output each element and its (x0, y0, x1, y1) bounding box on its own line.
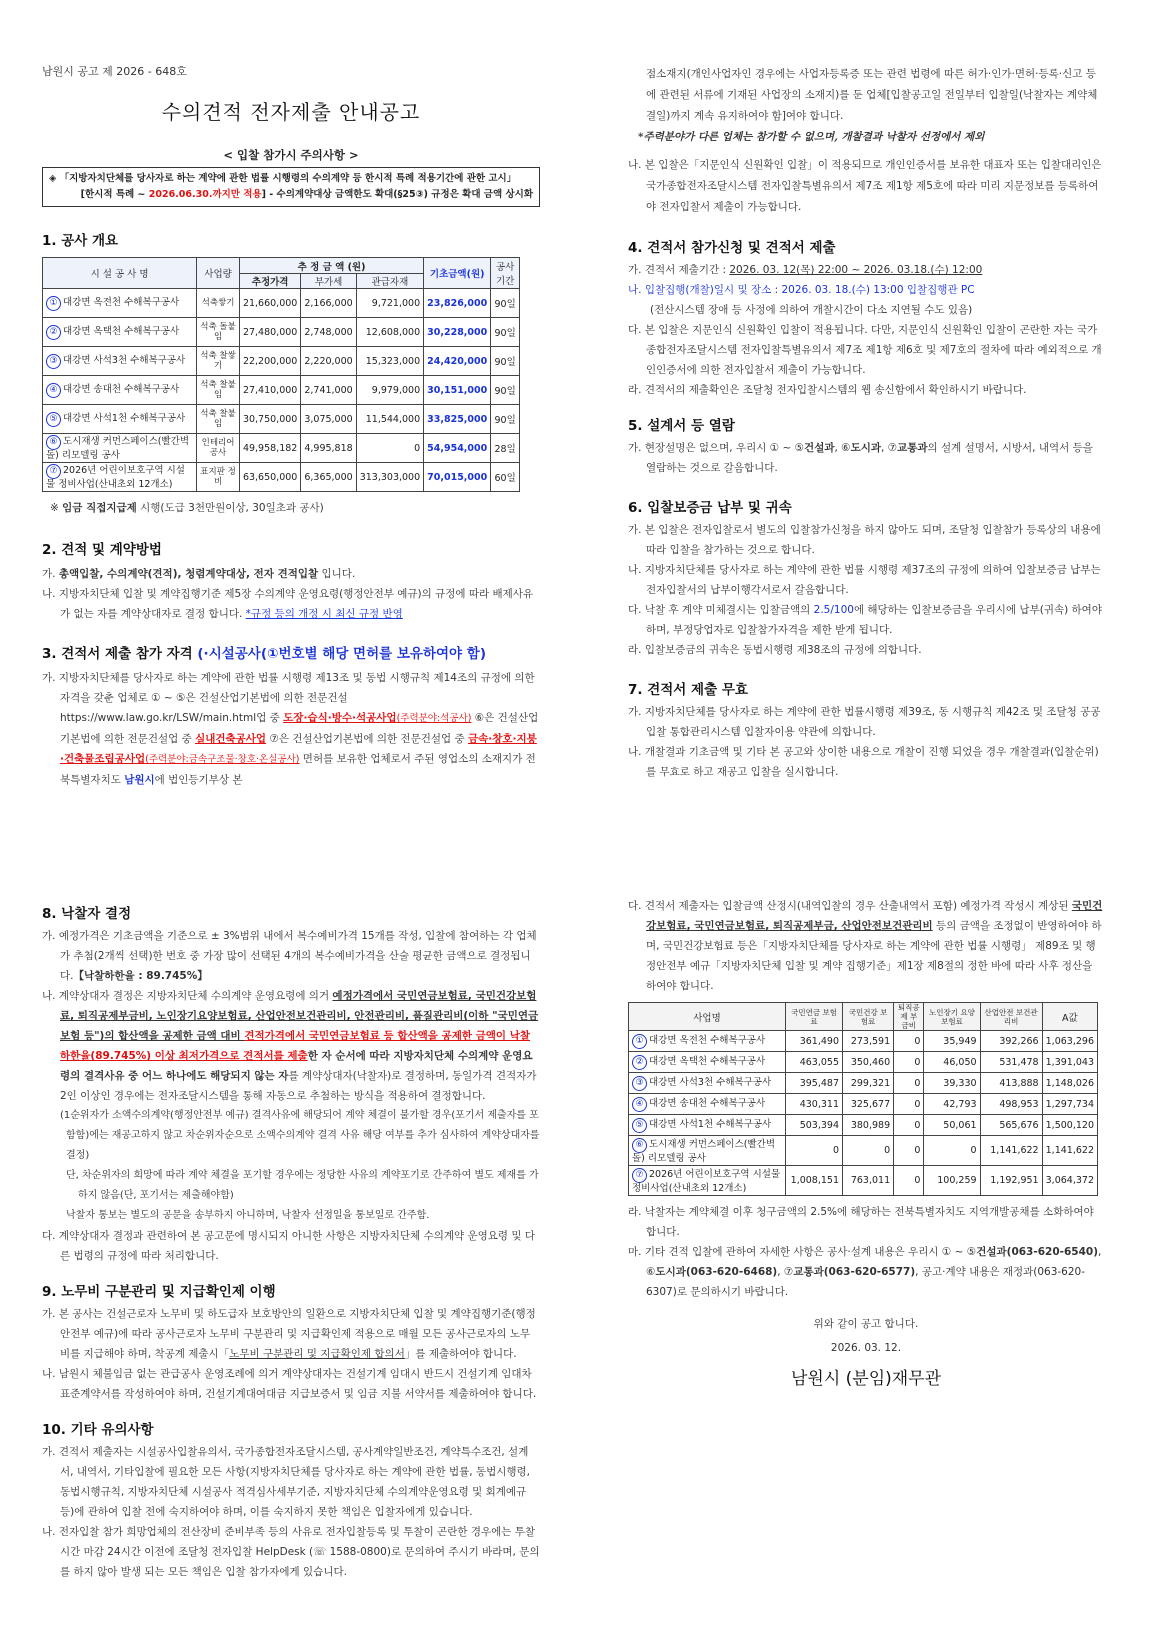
s3-license-2: 실내건축공사업 (195, 733, 267, 745)
cell-vat: 3,075,000 (301, 405, 356, 434)
s6-da (628, 600, 1104, 640)
cell-period: 60일 (491, 463, 520, 492)
cell-v2: 0 (843, 1136, 894, 1166)
s6-na: 나. 지방자치단체를 당사자로 하는 계약에 관한 법률 시행령 제37조의 규정에 의하여 입찰보증금 납부는 전자입찰서의 납부이행각서로서 갈음합니다. (628, 564, 1101, 596)
cell-est: 27,480,000 (239, 318, 300, 347)
cell-v3: 0 (894, 1031, 924, 1052)
cell-period: 90일 (491, 289, 520, 318)
project-name: 도시재생 커먼스페이스(빨간벽돌) 리모델링 공사 (46, 436, 190, 461)
section-2-title: 2. 견적 및 계약방법 (42, 542, 162, 558)
s8-sub-2: 단, 차순위자의 희망에 따라 계약 체결을 포기할 경우에는 정당한 사유의 계약포기로 간주하여 별도 제재를 가하지 않음(단, 포기서는 제출해야함) (66, 1170, 539, 1201)
cell-period: 90일 (491, 318, 520, 347)
table-row (43, 318, 520, 347)
cell-mat: 12,608,000 (356, 318, 423, 347)
s3-license-3: 금속·창호·지붕·건축물조립공사업 (60, 733, 537, 765)
cell-base: 30,151,000 (424, 376, 491, 405)
rb-contact-1: 건설과(063-620-6540) (976, 1246, 1099, 1258)
cell-v6: 1,148,026 (1042, 1073, 1097, 1094)
ins-col-1: 국민연금 보험료 (786, 1003, 843, 1031)
section-3-title-note: (·시설공사(①번호별 해당 면허를 보유하여야 함) (197, 646, 486, 662)
s5-prefix: 가. 현장설명은 없으며, 우리시 ① ~ ⑤ (628, 442, 805, 454)
wage-note (42, 498, 540, 518)
s6-rate: 2.5/100 (813, 604, 854, 616)
cell-mat: 11,544,000 (356, 405, 423, 434)
s6-da-suffix: 에 해당하는 입찰보증금을 우리시에 납부(귀속) 하여야 하며, 부정당업자로 입찰참가자격을 제한 받게 됩니다. (646, 604, 1102, 636)
s10-ga: 가. 견적서 제출자는 시설공사입찰유의서, 국가종합전자조달시스템, 공사계약일반조건, 계약특수조건, 설계서, 내역서, 기타입찰에 필요한 모든 사항(지방자치단체를 당사자로 하는 계약에 관한 법률, 동법시행령, 동법시행규칙, 지방자치단체 시설공사 적격심사세부기준, 지방자치단체 수의계약운영요령 및 회계예규 등)에 관하여 입찰 전에 숙지하여야 하며, 이를 숙지하지 못한 책임은 입찰자에게 있습니다. (42, 1446, 531, 1518)
cell-mat: 9,721,000 (356, 289, 423, 318)
rb-da (628, 896, 1104, 996)
col-est: 추정가격 (239, 274, 300, 289)
project-name: 대강면 옥전천 수해복구공사 (649, 1034, 766, 1046)
cell-name (43, 347, 197, 376)
project-name: 대강면 옥전천 수해복구공사 (63, 296, 180, 308)
cell-base: 33,825,000 (424, 405, 491, 434)
project-name: 대강면 사석1천 수해복구공사 (649, 1118, 772, 1130)
section-3-title (42, 642, 540, 662)
project-name: 대강면 옥택천 수해복구공사 (649, 1055, 766, 1067)
s8-ga-text: 가. 예정가격은 기초금액을 기준으로 ± 3%범위 내에서 복수예비가격 15개를 작성, 입찰에 참여하는 각 업체가 추첨(2개씩 선택)한 번호 중 가장 많이 선택된 4개의 복수예비가격을 산술 평균한 금액으로 결정됩니다. (42, 930, 537, 982)
cell-name (629, 1115, 786, 1136)
table-row (629, 1136, 1098, 1166)
cell-vat: 4,995,818 (301, 434, 356, 463)
row-number: ③ (632, 1076, 647, 1091)
section-4-title: 4. 견적서 참가신청 및 견적서 제출 (628, 240, 836, 256)
cell-vat: 2,220,000 (301, 347, 356, 376)
s8-na-suffix: 를 계약상대자(낙찰자)로 결정하며, 동일가격 견적자가 2인 이상인 경우에는 전자조달시스템을 통해 자동으로 추첨하는 방식을 적용하여 결정합니다. (60, 1070, 537, 1102)
s3-license-1: 도장·습식·방수·석공사업 (283, 712, 397, 724)
cell-v2: 299,321 (843, 1073, 894, 1094)
cell-biz: 석축 찰붙임 (197, 376, 240, 405)
s3-text-5: 에 법인등기부상 본 (154, 774, 243, 786)
cell-v3: 0 (894, 1166, 924, 1196)
s8-sub-3: 낙찰자 통보는 별도의 공문을 송부하지 아니하며, 낙찰자 선정일을 통보일로 간주함. (66, 1210, 430, 1221)
section-6-title: 6. 입찰보증금 납부 및 귀속 (628, 500, 792, 516)
cell-biz: 석축 찰붙임 (197, 405, 240, 434)
ins-col-name: 사업명 (629, 1003, 786, 1031)
cell-v4: 0 (924, 1136, 980, 1166)
caution-heading: < 입찰 참가시 주의사항 > (223, 148, 359, 162)
s4-ra: 라. 견적서의 제출확인은 조달청 전자입찰시스템의 웹 송신함에서 확인하시기 바랍니다. (628, 384, 1027, 396)
table-row (43, 463, 520, 492)
row-number: ⑤ (632, 1118, 647, 1133)
wage-note-mark: ※ (50, 502, 63, 514)
project-name: 대강면 송대천 수해복구공사 (63, 383, 180, 395)
s8-sub-1: (1순위자가 소액수의계약(행정안전부 예규) 결격사유에 해당되어 계약 체결이 불가할 경우(포기서 제출자를 포함함)에는 재공고하지 않고 차순위자순으로 소액수의계약 결격 사유 해당 여부를 추가 심사하여 계약상대자를 결정) (60, 1110, 540, 1161)
s5-dept-3: 교통과 (897, 442, 928, 454)
table-row (629, 1094, 1098, 1115)
section-10-title: 10. 기타 유의사항 (42, 1422, 154, 1438)
cell-period: 90일 (491, 405, 520, 434)
project-name: 대강면 사석1천 수해복구공사 (63, 412, 186, 424)
s8-na-red: 견적가격에서 국민연금보험료 등 합산액을 공제한 금액이 낙찰하한율(89.745%) 이상 최저가격으로 견적서를 제출 (60, 1030, 531, 1062)
cell-name (629, 1052, 786, 1073)
project-name: 2026년 어린이보호구역 시설물 정비사업(산내초외 12개소) (46, 465, 185, 490)
cell-v6: 1,141,622 (1042, 1136, 1097, 1166)
rb-da-items: 국민건강보험료, 국민연금보험료, 퇴직공제부금, 산업안전보건관리비 (646, 900, 1103, 932)
table-row (629, 1115, 1098, 1136)
s9-ga-text: 가. 본 공사는 건설근로자 노무비 및 하도급자 보호방안의 일환으로 지방자치단체 입찰 및 계약집행기준(행정안전부 예규)에 따라 공사근로자 노무비 구분관리 및 지급확인제 적용으로 매월 모든 공사근로자의 노무비를 지급해야 하며, 착공계 제출시「 (42, 1308, 536, 1360)
rb-contact-3: 교통과(063-620-6577) (793, 1266, 916, 1278)
row-number: ⑥ (632, 1138, 647, 1153)
cell-period: 28일 (491, 434, 520, 463)
s7-na: 나. 개찰결과 기초금액 및 기타 본 공고와 상이한 내용으로 개찰이 진행 되었을 경우 개찰결과(입찰순위)를 무효로 하고 재공고 입찰을 실시합니다. (628, 746, 1099, 778)
project-name: 대강면 송대천 수해복구공사 (649, 1097, 766, 1109)
cell-v5: 413,888 (980, 1073, 1042, 1094)
insurance-table (628, 1002, 1098, 1196)
s10-na: 나. 전자입찰 참가 희망업체의 전산장비 준비부족 등의 사유로 전자입찰등록 및 투찰이 곤란한 경우에는 투찰시간 마감 24시간 이전에 조달청 전자입찰 HelpDesk (☏ 1588-0800)로 문의하여 주시기 바라며, 문의를 하지 않아 발생 되는 모든 책임은 입찰 참가자에게 있습니다. (42, 1526, 540, 1578)
ins-col-2: 국민건강 보험료 (843, 1003, 894, 1031)
row-number: ⑦ (46, 464, 61, 479)
ins-col-5: 산업안전 보건관리비 (980, 1003, 1042, 1031)
table-row (43, 376, 520, 405)
cell-v6: 1,297,734 (1042, 1094, 1097, 1115)
s8-na-bold-2: 한 자 순서에 따라 지방자치단체 수의계약 운영요령의 결격사유 중 어느 하나에도 해당되지 않는 자 (60, 1050, 533, 1082)
table-row (629, 1031, 1098, 1052)
caution-line-1: ◈ 「지방자치단체를 당사자로 하는 계약에 관한 법률 시행령의 수의계약 등 한시적 특례 적용기간에 관한 고시」 (49, 173, 517, 184)
r-top-text: 점소재지(개인사업자인 경우에는 사업자등록증 또는 관련 법령에 따른 허가·인가·면허·등록·신고 등에 관련된 서류에 기재된 사업장의 소재지)를 둔 업체[입찰공고일 전일부터 입찰일(낙찰자는 계약체결일)까지 계속 유지하여야 함]여야 합니다. (646, 68, 1098, 122)
cell-est: 63,650,000 (239, 463, 300, 492)
s9-ga-suffix: 」를 제출하여야 합니다. (404, 1348, 517, 1360)
cell-v6: 1,391,043 (1042, 1052, 1097, 1073)
row-number: ⑦ (632, 1168, 647, 1183)
r-top-na: 나. 본 입찰은「지문인식 신원확인 입찰」이 적용되므로 개인인증서를 보유한 대표자 또는 입찰대리인은 국가종합전자조달시스템 전자입찰특별유의서 제7조 제1항 제5호에 따라 미리 지문정보를 등록하여야 전자입찰서 제출이 가능합니다. (628, 159, 1102, 213)
cell-biz: 표지판 정비 (197, 463, 240, 492)
row-number: ④ (632, 1097, 647, 1112)
s3-city: 남원시 (124, 774, 155, 786)
cell-name (629, 1136, 786, 1166)
cell-v4: 42,793 (924, 1094, 980, 1115)
caution-box (42, 167, 540, 207)
section-1-title: 1. 공사 개요 (42, 233, 119, 249)
cell-name (43, 405, 197, 434)
cell-v5: 1,141,622 (980, 1136, 1042, 1166)
s9-na: 나. 남원시 체불임금 없는 관급공사 운영조례에 의거 계약상대자는 건설기계 임대시 반드시 건설기계 임대차 표준계약서를 작성하여야 하며, 건설기계대여대금 지급보증서 및 임금 지불 서약서를 제출하여야 합니다. (42, 1368, 537, 1400)
cell-base: 24,420,000 (424, 347, 491, 376)
cell-name (43, 289, 197, 318)
closing-text: 위와 같이 공고 합니다. (813, 1318, 919, 1330)
cell-est: 21,660,000 (239, 289, 300, 318)
s5-sep-2: , ⑦ (881, 442, 898, 454)
cell-base: 54,954,000 (424, 434, 491, 463)
caution-line-2-prefix: [한시적 특례 ~ (80, 189, 149, 200)
rb-da-prefix: 다. 견적서 제출자는 입찰금액 산정시(내역입찰의 경우 산출내역서 포함) 예정가격 작성시 계상된 (628, 900, 1072, 912)
s5-suffix: 의 설계 설명서, 시방서, 내역서 등을 열람하는 것으로 갈음합니다. (646, 442, 1093, 474)
s2-ga (42, 564, 540, 584)
col-period: 공사기간 (491, 258, 520, 289)
s4-da: 다. 본 입찰은 지문인식 신원확인 입찰이 적용됩니다. 다만, 지문인식 신원확인 입찰이 곤란한 자는 국가종합전자조달시스템 전자입찰특별유의서 제7조 제1항 제6호 및 제7호의 절차에 따라 예외적으로 개인인증서에 의한 전자입찰서 제출이 가능합니다. (628, 324, 1102, 376)
s5-dept-1: 건설과 (804, 442, 835, 454)
rb-ma-prefix: 마. 기타 견적 입찰에 관하여 자세한 사항은 공사·설계 내용은 우리시 ① ~ ⑤ (628, 1246, 977, 1258)
cell-base: 70,015,000 (424, 463, 491, 492)
s3-ga (42, 668, 540, 790)
cell-v2: 273,591 (843, 1031, 894, 1052)
cell-name (43, 463, 197, 492)
row-number: ③ (46, 354, 61, 369)
cell-base: 30,228,000 (424, 318, 491, 347)
section-3-title-text: 3. 견적서 제출 참가 자격 (42, 646, 198, 662)
cell-v5: 531,478 (980, 1052, 1042, 1073)
cell-est: 49,958,182 (239, 434, 300, 463)
row-number: ⑤ (46, 412, 61, 427)
s2-na (42, 584, 540, 624)
row-number: ② (632, 1055, 647, 1070)
table-row (629, 1052, 1098, 1073)
row-number: ① (46, 296, 61, 311)
ins-col-6: A값 (1042, 1003, 1097, 1031)
cell-v6: 1,500,120 (1042, 1115, 1097, 1136)
cell-name (43, 434, 197, 463)
cell-v2: 325,677 (843, 1094, 894, 1115)
cell-biz: 석축쌓기 (197, 289, 240, 318)
cell-name (43, 318, 197, 347)
rb-sep-1: , ⑥ (646, 1246, 1102, 1278)
project-table (42, 257, 520, 492)
cell-mat: 313,303,000 (356, 463, 423, 492)
caution-line-2 (49, 187, 533, 203)
s9-ga (42, 1304, 540, 1364)
cell-base: 23,826,000 (424, 289, 491, 318)
cell-v3: 0 (894, 1052, 924, 1073)
cell-mat: 15,323,000 (356, 347, 423, 376)
s2-ga-bold: 총액입찰, 수의계약(견적), 청렴계약대상, 전자 견적입찰 (58, 568, 319, 580)
cell-est: 27,410,000 (239, 376, 300, 405)
cell-v6: 3,064,372 (1042, 1166, 1097, 1196)
table-row (43, 289, 520, 318)
cell-v2: 763,011 (843, 1166, 894, 1196)
cell-v1: 430,311 (786, 1094, 843, 1115)
cell-name (629, 1166, 786, 1196)
top-left-column (42, 62, 540, 790)
cell-est: 30,750,000 (239, 405, 300, 434)
table-row (629, 1073, 1098, 1094)
cell-mat: 9,979,000 (356, 376, 423, 405)
rb-contact-2: 도시과(063-620-6468) (655, 1266, 778, 1278)
row-number: ④ (46, 383, 61, 398)
cell-v4: 46,050 (924, 1052, 980, 1073)
s4-na: 나. 입찰집행(개찰)일시 및 장소 : 2026. 03. 18.(수) 13:00 입찰집행관 PC (628, 284, 975, 296)
cell-v3: 0 (894, 1136, 924, 1166)
cell-v1: 503,394 (786, 1115, 843, 1136)
s2-ga-prefix: 가. (42, 568, 59, 580)
cell-vat: 2,748,000 (301, 318, 356, 347)
cell-vat: 6,365,000 (301, 463, 356, 492)
project-name: 2026년 어린이보호구역 시설물 정비사업(산내초외 12개소) (632, 1168, 781, 1194)
notice-date: 2026. 03. 12. (830, 1342, 902, 1354)
s9-agreement: 노무비 구분관리 및 지급확인제 합의서 (229, 1348, 405, 1360)
s3-license-1-note: (주력분야:석공사) (396, 713, 472, 724)
cell-v5: 392,266 (980, 1031, 1042, 1052)
section-7-title: 7. 견적서 제출 무효 (628, 682, 748, 698)
section-9-title: 9. 노무비 구분관리 및 지급확인제 이행 (42, 1284, 276, 1300)
wage-note-bold: 임금 직접지급제 (62, 502, 137, 514)
section-8-title: 8. 낙찰자 결정 (42, 906, 132, 922)
cell-biz: 석축 돌붙임 (197, 318, 240, 347)
table-row (43, 347, 520, 376)
cell-period: 90일 (491, 376, 520, 405)
table-row (43, 434, 520, 463)
section-5-title: 5. 설계서 등 열람 (628, 418, 735, 434)
s6-ga: 가. 본 입찰은 전자입찰로서 별도의 입찰참가신청을 하지 않아도 되며, 조달청 입찰참가 등록상의 내용에 따라 입찰을 참가하는 것으로 합니다. (628, 524, 1101, 556)
s5-ga (628, 438, 1104, 478)
col-group: 추 정 금 액 (원) (239, 258, 423, 274)
col-vat: 부가세 (301, 274, 356, 289)
s2-na-text: 나. 지방자치단체 입찰 및 계약집행기준 제5장 수의계약 운영요령(행정안전부 예규)의 규정에 따라 배제사유가 없는 자를 계약상대자로 결정 합니다. (42, 588, 534, 620)
row-number: ① (632, 1034, 647, 1049)
rb-ma-suffix: , 공고·계약 내용은 재정과(063-620-6307)로 문의하시기 바랍니다. (646, 1266, 1086, 1298)
r-top-handwritten-note: *주력분야가 다른 업체는 참가할 수 없으며, 개찰결과 낙찰자 선정에서 제외 (638, 131, 985, 143)
s6-da-prefix: 다. 낙찰 후 계약 미체결시는 입찰금액의 (628, 604, 814, 616)
caution-line-2-suffix: ] - 수의계약대상 금액한도 확대(§25③) 규정은 확대 금액 상시화 (261, 189, 533, 200)
cell-biz: 인테리어 공사 (197, 434, 240, 463)
cell-vat: 2,166,000 (301, 289, 356, 318)
cell-v1: 395,487 (786, 1073, 843, 1094)
s8-da: 다. 계약상대자 결정과 관련하여 본 공고문에 명시되지 아니한 사항은 지방자치단체 수의계약 운영요령 및 다른 법령의 규정에 따라 처리합니다. (42, 1230, 536, 1262)
s4-ga-prefix: 가. 견적서 제출기간 : (628, 264, 730, 276)
cell-v3: 0 (894, 1115, 924, 1136)
s8-na-bold-1: 예정가격에서 국민연금보험료, 국민건강보험료, 퇴직공제부금비, 노인장기요양보험료, 산업안전보건관리비, 안전관리비, 품질관리비(이하 "국민연금보험 등")의 합산액을 공제한 금액 대비 (60, 990, 539, 1042)
cell-biz: 석축 찰쌓기 (197, 347, 240, 376)
rb-sep-2: , ⑦ (777, 1266, 794, 1278)
s5-dept-2: 도시과 (850, 442, 882, 454)
s7-ga: 가. 지방자치단체를 당사자로 하는 계약에 관한 법률시행령 제39조, 동 시행규칙 제42조 및 조달청 공공입찰 통합관리시스템 입찰자이용 약관에 의합니다. (628, 706, 1101, 738)
top-right-column (628, 64, 1104, 782)
cell-v1: 361,490 (786, 1031, 843, 1052)
cell-v5: 565,676 (980, 1115, 1042, 1136)
cell-v4: 35,949 (924, 1031, 980, 1052)
project-name: 도시재생 커먼스페이스(빨간벽돌) 리모델링 공사 (632, 1138, 776, 1164)
cell-v3: 0 (894, 1094, 924, 1115)
project-name: 대강면 옥택천 수해복구공사 (63, 325, 180, 337)
project-name: 대강면 사석3천 수해복구공사 (649, 1076, 772, 1088)
cell-name (629, 1073, 786, 1094)
cell-v1: 0 (786, 1136, 843, 1166)
page-title: 수의견적 전자제출 안내공고 (161, 100, 421, 124)
cell-v5: 1,192,951 (980, 1166, 1042, 1196)
s4-period: 2026. 03. 12(목) 22:00 ~ 2026. 03.18.(수) 12:00 (729, 264, 983, 276)
cell-v2: 380,989 (843, 1115, 894, 1136)
table-row (43, 405, 520, 434)
row-number: ⑥ (46, 435, 61, 450)
col-base: 기초금액(원) (424, 258, 491, 289)
rb-da-suffix: 등의 금액을 조정없이 반영하여야 하며, 국민건강보험료 등은「지방자치단체를 당사자로 하는 계약에 관한 법률 시행령」 제89조 및 행정안전부 예규「지방자치단체 입찰 및 계약 집행기준」제1장 제8절의 정한 바에 따라 사후 정산을 하여야 합니다. (646, 920, 1102, 992)
bottom-left-column (42, 902, 540, 1582)
col-biz: 사업량 (197, 258, 240, 289)
ins-col-4: 노인장기 요양보험료 (924, 1003, 980, 1031)
s3-text-3: ⑦은 건설산업기본법에 의한 전문건설업 중 (269, 733, 465, 745)
cell-v6: 1,063,296 (1042, 1031, 1097, 1052)
s3-license-3-note: (주력분야:금속구조물·창호·온실공사) (145, 754, 300, 765)
s3-text-4: 면허를 보유한 업체로서 주된 영업소의 소재지가 전북특별자치도 (60, 753, 536, 786)
cell-period: 90일 (491, 347, 520, 376)
table-row (629, 1166, 1098, 1196)
col-mat: 관급자재 (356, 274, 423, 289)
cell-v4: 50,061 (924, 1115, 980, 1136)
signer: 남원시 (분임)재무관 (790, 1369, 942, 1389)
s2-ga-suffix: 입니다. (318, 568, 356, 580)
s4-na-sub: (전산시스템 장애 등 사정에 의하여 개찰시간이 다소 지연될 수도 있음) (650, 304, 973, 316)
row-number: ② (46, 325, 61, 340)
s3-text-1: 가. 지방자치단체를 당사자로 하는 계약에 관한 법률 시행령 제13조 및 동법 시행규칙 제14조의 규정에 의한 자격을 갖춘 업체로 ① ~ ⑤은 건설산업기본법에 의한 전문건설 https://www.law.go.kr/LSW/main.html업 중 (42, 672, 535, 724)
cell-v4: 39,330 (924, 1073, 980, 1094)
cell-name (43, 376, 197, 405)
cell-v5: 498,953 (980, 1094, 1042, 1115)
cell-name (629, 1094, 786, 1115)
s5-sep-1: , ⑥ (834, 442, 851, 454)
s8-na (42, 986, 540, 1106)
col-name: 시 설 공 사 명 (43, 258, 197, 289)
cell-name (629, 1031, 786, 1052)
cell-v3: 0 (894, 1073, 924, 1094)
cell-vat: 2,741,000 (301, 376, 356, 405)
bottom-right-column (628, 896, 1104, 1389)
wage-note-text: 시행(도급 3천만원이상, 30일초과 공사) (136, 502, 324, 514)
cell-v4: 100,259 (924, 1166, 980, 1196)
ins-col-3: 퇴직공제 부금비 (894, 1003, 924, 1031)
cell-v1: 1,008,151 (786, 1166, 843, 1196)
s6-ra: 라. 입찰보증금의 귀속은 동법시행령 제38조의 규정에 의합니다. (628, 644, 922, 656)
cell-v2: 350,460 (843, 1052, 894, 1073)
project-name: 대강면 사석3천 수해복구공사 (63, 354, 186, 366)
s8-ga (42, 926, 540, 986)
s8-na-prefix: 나. 계약상대자 결정은 지방자치단체 수의계약 운영요령에 의거 (42, 990, 333, 1002)
cell-v1: 463,055 (786, 1052, 843, 1073)
s8-rate: 【낙찰하한율 : 89.745%】 (73, 970, 208, 982)
s2-na-note: *규정 등의 개정 시 최신 규정 반영 (245, 608, 403, 620)
cell-mat: 0 (356, 434, 423, 463)
rb-ma (628, 1242, 1104, 1302)
caution-deadline: 2026.06.30.까지만 적용 (148, 189, 262, 200)
rb-ra: 라. 낙찰자는 계약체결 이후 청구금액의 2.5%에 해당하는 전북특별자치도 지역개발공채를 소화하여야 합니다. (628, 1206, 1094, 1238)
s3-text-2: ⑥은 건설산업기본법에 의한 전문건설업 중 (60, 712, 539, 745)
notice-number: 남원시 공고 제 2026 - 648호 (42, 65, 187, 78)
s4-ga (628, 260, 1104, 280)
cell-est: 22,200,000 (239, 347, 300, 376)
